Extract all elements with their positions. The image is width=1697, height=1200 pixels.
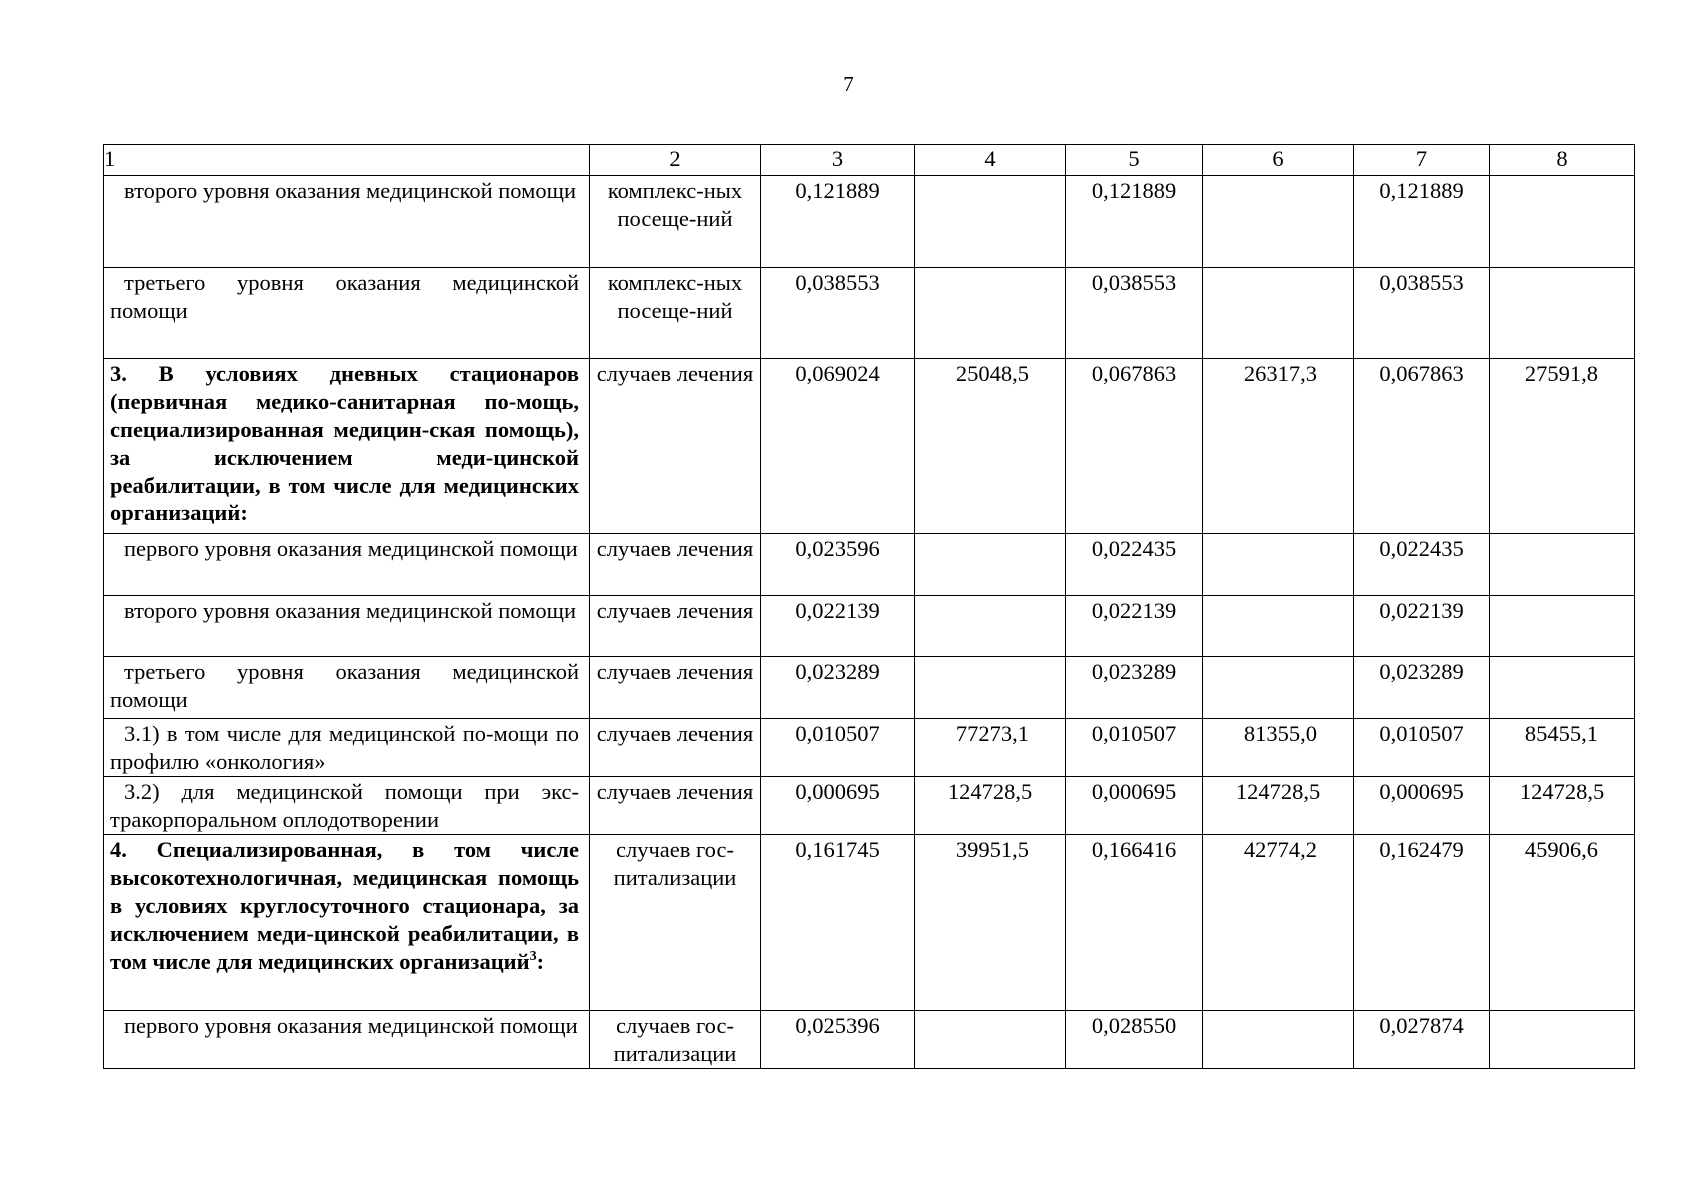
row-label: второго уровня оказания медицинской помощи [104, 596, 590, 657]
cell-col7: 0,022139 [1354, 596, 1490, 657]
cell-col8 [1490, 657, 1635, 719]
row-unit: случаев лечения [590, 596, 761, 657]
row-label: третьего уровня оказания медицинской помощи [104, 268, 590, 359]
table-row [104, 176, 1635, 268]
column-number-3: 3 [761, 145, 915, 176]
row-unit: случаев гос-питализации [590, 835, 761, 1011]
column-number-2: 2 [590, 145, 761, 176]
cell-col4 [915, 596, 1066, 657]
cell-col8: 124728,5 [1490, 777, 1635, 835]
cell-col6 [1203, 657, 1354, 719]
row-unit: комплекс-ных посеще-ний [590, 176, 761, 268]
column-number-row [104, 145, 1635, 176]
cell-col4 [915, 534, 1066, 596]
row-label: первого уровня оказания медицинской помощи [104, 1011, 590, 1069]
cell-col3: 0,000695 [761, 777, 915, 835]
cell-col4 [915, 657, 1066, 719]
cell-col3: 0,038553 [761, 268, 915, 359]
row-label: третьего уровня оказания медицинской помощи [104, 657, 590, 719]
cell-col5: 0,121889 [1066, 176, 1203, 268]
table-row [104, 657, 1635, 719]
cell-col6: 81355,0 [1203, 719, 1354, 777]
cell-col7: 0,162479 [1354, 835, 1490, 1011]
cell-col8 [1490, 534, 1635, 596]
cell-col6: 26317,3 [1203, 359, 1354, 534]
cell-col6: 42774,2 [1203, 835, 1354, 1011]
cell-col7: 0,010507 [1354, 719, 1490, 777]
cell-col6 [1203, 1011, 1354, 1069]
cell-col5: 0,022139 [1066, 596, 1203, 657]
cell-col6 [1203, 268, 1354, 359]
cell-col4: 77273,1 [915, 719, 1066, 777]
cell-col8 [1490, 268, 1635, 359]
page-number: 7 [843, 72, 854, 96]
column-number-6: 6 [1203, 145, 1354, 176]
row-label: второго уровня оказания медицинской помощи [104, 176, 590, 268]
cell-col7: 0,038553 [1354, 268, 1490, 359]
cell-col4: 39951,5 [915, 835, 1066, 1011]
cell-col5: 0,038553 [1066, 268, 1203, 359]
row-unit: случаев лечения [590, 359, 761, 534]
table-row [104, 719, 1635, 777]
cell-col6 [1203, 534, 1354, 596]
cell-col3: 0,161745 [761, 835, 915, 1011]
row-unit: случаев лечения [590, 777, 761, 835]
table-row [104, 534, 1635, 596]
table-row [104, 835, 1635, 1011]
cell-col8 [1490, 1011, 1635, 1069]
table-row [104, 596, 1635, 657]
cell-col3: 0,023289 [761, 657, 915, 719]
row-unit: случаев лечения [590, 657, 761, 719]
cell-col6: 124728,5 [1203, 777, 1354, 835]
cell-col7: 0,023289 [1354, 657, 1490, 719]
table-row [104, 1011, 1635, 1069]
row-unit: комплекс-ных посеще-ний [590, 268, 761, 359]
table-row [104, 359, 1635, 534]
cell-col5: 0,028550 [1066, 1011, 1203, 1069]
cell-col8 [1490, 596, 1635, 657]
column-number-1: 1 [104, 145, 590, 176]
cell-col7: 0,027874 [1354, 1011, 1490, 1069]
cell-col3: 0,121889 [761, 176, 915, 268]
cell-col5: 0,000695 [1066, 777, 1203, 835]
cell-col3: 0,022139 [761, 596, 915, 657]
cell-col5: 0,067863 [1066, 359, 1203, 534]
cell-col8: 85455,1 [1490, 719, 1635, 777]
table-row [104, 268, 1635, 359]
cell-col4: 25048,5 [915, 359, 1066, 534]
table-row [104, 777, 1635, 835]
cell-col8: 27591,8 [1490, 359, 1635, 534]
cell-col7: 0,022435 [1354, 534, 1490, 596]
row-label: первого уровня оказания медицинской помощи [104, 534, 590, 596]
column-number-7: 7 [1354, 145, 1490, 176]
cell-col7: 0,067863 [1354, 359, 1490, 534]
cell-col5: 0,022435 [1066, 534, 1203, 596]
cell-col8: 45906,6 [1490, 835, 1635, 1011]
cell-col4 [915, 268, 1066, 359]
cell-col5: 0,010507 [1066, 719, 1203, 777]
column-number-8: 8 [1490, 145, 1635, 176]
cell-col5: 0,023289 [1066, 657, 1203, 719]
section-4-label: 4. Специализированная, в том числе высокотехнологичная, медицинская помощь в условиях круглосуточного стационара, за исключением меди-цинской реабилитации, в том числе для медицинских организаций$^3$: [104, 835, 590, 1011]
cell-col6 [1203, 596, 1354, 657]
cell-col4: 124728,5 [915, 777, 1066, 835]
column-number-5: 5 [1066, 145, 1203, 176]
row-unit: случаев гос-питализации [590, 1011, 761, 1069]
cell-col3: 0,069024 [761, 359, 915, 534]
cell-col6 [1203, 176, 1354, 268]
row-label: 3.1) в том числе для медицинской по-мощи по профилю «онкология» [104, 719, 590, 777]
cell-col7: 0,121889 [1354, 176, 1490, 268]
section-3-label: 3. В условиях дневных стационаров (первичная медико-санитарная по-мощь, специализированная медицин-ская помощь), за исключением меди-цинской реабилитации, в том числе для медицинских организаций: [104, 359, 590, 534]
indicators-table [103, 144, 1635, 1069]
cell-col3: 0,025396 [761, 1011, 915, 1069]
row-unit: случаев лечения [590, 719, 761, 777]
row-label: 3.2) для медицинской помощи при экс-тракорпоральном оплодотворении [104, 777, 590, 835]
footnote-marker: 3 [529, 948, 537, 964]
cell-col5: 0,166416 [1066, 835, 1203, 1011]
column-number-4: 4 [915, 145, 1066, 176]
cell-col7: 0,000695 [1354, 777, 1490, 835]
cell-col3: 0,023596 [761, 534, 915, 596]
cell-col4 [915, 1011, 1066, 1069]
cell-col4 [915, 176, 1066, 268]
cell-col8 [1490, 176, 1635, 268]
cell-col3: 0,010507 [761, 719, 915, 777]
row-unit: случаев лечения [590, 534, 761, 596]
